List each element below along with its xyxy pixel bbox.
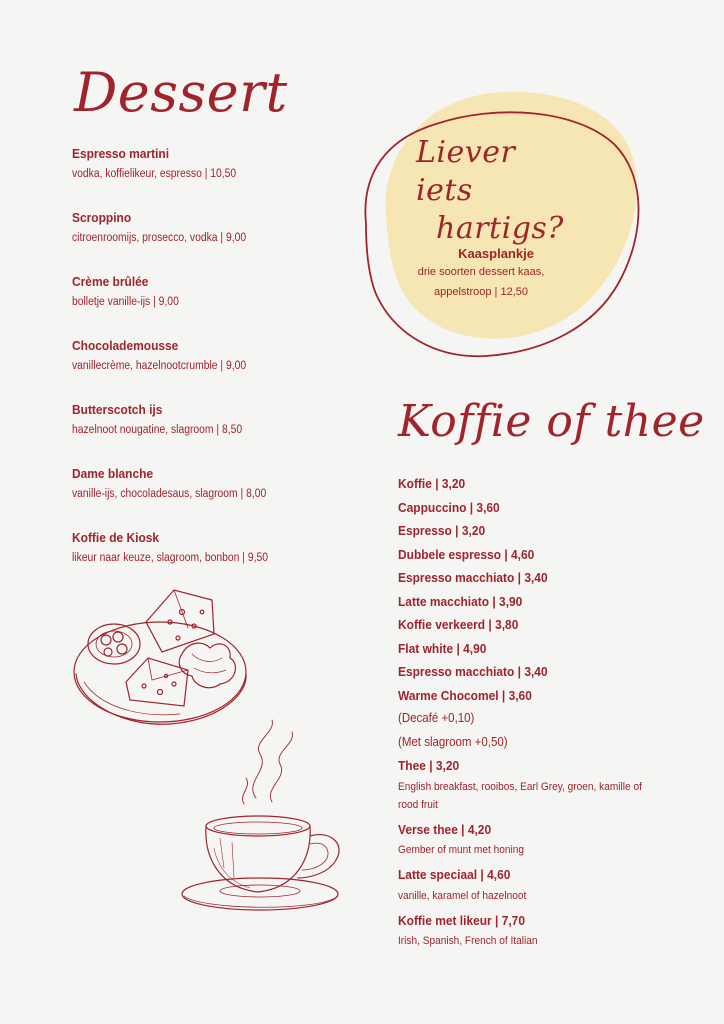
koffie-row: Cappuccino | 3,60 <box>398 499 500 515</box>
decafe-note: (Decafé +0,10) <box>398 711 475 725</box>
dessert-item <box>72 402 372 466</box>
dessert-item <box>72 274 372 338</box>
dessert-item <box>72 210 372 274</box>
latte-speciaal-row: Latte speciaal | 4,60 <box>398 867 511 882</box>
koffie-likeur-row: Koffie met likeur | 7,70 <box>398 912 525 928</box>
coffee-cup-illustration <box>180 718 352 914</box>
dessert-item-name: Butterscotch ijs <box>72 402 163 417</box>
dessert-title: Dessert <box>74 61 288 124</box>
dessert-item-name: Crème brûlée <box>72 274 149 289</box>
dessert-item-desc: likeur naar keuze, slagroom, bonbon | 9,50 <box>72 552 269 564</box>
dessert-item-desc: citroenroomijs, prosecco, vodka | 9,00 <box>72 232 247 244</box>
cheese-board-illustration <box>70 582 250 732</box>
dessert-item-name: Scroppino <box>72 210 132 225</box>
dessert-item-name: Espresso martini <box>72 146 170 161</box>
koffie-row: Koffie verkeerd | 3,80 <box>398 617 519 632</box>
hartig-title-line2: hartigs? <box>436 211 564 246</box>
dessert-item-desc: vodka, koffielikeur, espresso | 10,50 <box>72 168 237 180</box>
koffie-likeur-desc: Irish, Spanish, French of Italian <box>398 935 538 947</box>
koffie-row: Latte macchiato | 3,90 <box>398 593 523 609</box>
dessert-item-desc: vanille-ijs, chocoladesaus, slagroom | 8,00 <box>72 488 267 500</box>
koffie-row: Warme Chocomel | 3,60 <box>398 687 532 703</box>
dessert-item-desc: bolletje vanille-ijs | 9,00 <box>72 296 179 308</box>
koffie-row: Espresso | 3,20 <box>398 523 486 538</box>
hartig-title-line1: Liever iets <box>416 135 516 208</box>
dessert-item <box>72 146 372 210</box>
dessert-list <box>72 146 372 594</box>
dessert-item-name: Koffie de Kiosk <box>72 530 160 545</box>
koffie-title: Koffie of thee <box>398 396 705 447</box>
thee-desc: English breakfast, rooibos, Earl Grey, groen, kamille of rood fruit <box>398 780 642 811</box>
verse-thee-row: Verse thee | 4,20 <box>398 821 492 837</box>
dessert-item-desc: vanillecrème, hazelnootcrumble | 9,00 <box>72 360 247 372</box>
dessert-item-name: Chocolademousse <box>72 338 179 353</box>
koffie-row: Flat white | 4,90 <box>398 640 487 656</box>
kaasplankje-item <box>388 246 574 302</box>
dessert-item-desc: hazelnoot nougatine, slagroom | 8,50 <box>72 424 243 436</box>
koffie-row: Dubbele espresso | 4,60 <box>398 546 535 562</box>
dessert-item <box>72 338 372 402</box>
verse-thee-desc: Gember of munt met honing <box>398 844 525 856</box>
latte-speciaal-desc: vanille, karamel of hazelnoot <box>398 889 527 902</box>
kaasplankje-name: Kaasplankje <box>458 246 534 261</box>
kaasplankje-desc-line1: drie soorten dessert kaas, <box>417 266 545 278</box>
dessert-item <box>72 466 372 530</box>
koffie-row: Espresso macchiato | 3,40 <box>398 570 548 585</box>
thee-row: Thee | 3,20 <box>398 758 460 773</box>
koffie-row: Koffie | 3,20 <box>398 476 466 491</box>
koffie-row: Espresso macchiato | 3,40 <box>398 664 548 679</box>
slagroom-note: (Met slagroom +0,50) <box>398 734 508 749</box>
dessert-item-name: Dame blanche <box>72 466 154 481</box>
hartig-title <box>416 134 576 248</box>
kaasplankje-desc-line2: appelstroop | 12,50 <box>434 286 528 298</box>
koffie-list <box>398 472 660 954</box>
